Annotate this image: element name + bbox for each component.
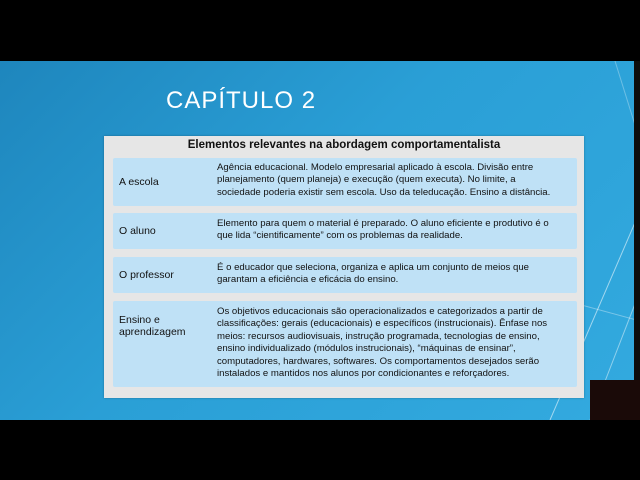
row-label: A escola	[119, 176, 159, 188]
row-description: É o educador que seleciona, organiza e aplica um conjunto de meios que garantam a eficiência e eficácia do ensino.	[217, 262, 530, 286]
row-label: Ensino e aprendizagem	[119, 314, 186, 338]
table-row-ensino	[113, 301, 577, 387]
table-row-aluno	[113, 213, 577, 249]
table-row-escola	[113, 158, 577, 206]
slide-title: CAPÍTULO 2	[166, 87, 317, 114]
row-description: Agência educacional. Modelo empresarial aplicado à escola. Divisão entre planejamento (quem planeja) e execução (quem executa). No limite, a sociedade poderia existir sem escola. Uso da teleducação. Ensino a distância.	[217, 162, 551, 198]
table-row-professor	[113, 257, 577, 293]
slide	[0, 61, 640, 420]
video-overlay-box	[590, 380, 640, 420]
right-strip	[634, 61, 640, 420]
table-panel	[104, 136, 584, 398]
table-header: Elementos relevantes na abordagem comportamentalista	[187, 139, 501, 151]
row-description: Elemento para quem o material é preparado. O aluno eficiente e produtivo é o que lida “cientificamente” com os problemas da realidade.	[217, 218, 549, 242]
row-description: Os objetivos educacionais são operacionalizados e categorizados a partir de classificações: gerais (educacionais) e específicos (instrucionais). Ênfase nos meios: recursos audiovisuais, instrução programada, tecnologias de ensino, ensino individualizado (módulos instrucionais), “máquinas de ensinar”, computadores, hardwares, softwares. Os comportamentos desejados serão instalados e mantidos nos alunos por condicionantes e reforçadores.	[217, 306, 548, 380]
row-label: O professor	[119, 269, 174, 281]
row-label: O aluno	[119, 225, 156, 237]
